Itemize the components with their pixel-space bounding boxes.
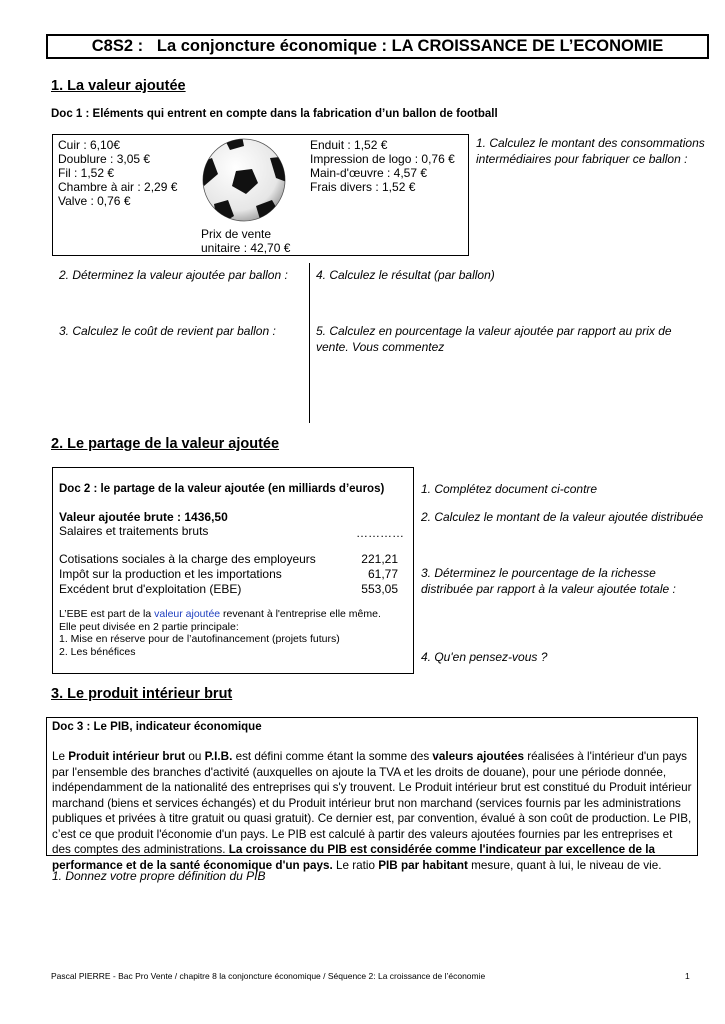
list-item: Frais divers : 1,52 € — [310, 180, 416, 194]
doc2-row — [59, 524, 404, 538]
football-image — [200, 134, 288, 226]
vab-label: Valeur ajoutée brute : 1436,50 — [59, 510, 228, 524]
page-number: 1 — [685, 971, 690, 981]
title-code: C8S2 : — [91, 37, 144, 55]
doc1-left-items — [58, 138, 177, 208]
footer-text: Pascal PIERRE - Bac Pro Vente / chapitre 8 la conjoncture économique / Séquence 2: La croissance de l’économie — [51, 971, 486, 981]
page-title: La conjoncture économique : LA CROISSANCE DE L’ECONOMIE — [156, 37, 664, 55]
doc2-title: Doc 2 : le partage de la valeur ajoutée (en milliards d’euros) — [59, 483, 385, 495]
ebe-note — [59, 608, 409, 658]
row-label: Salaires et traitements bruts — [59, 524, 209, 538]
doc3-paragraph: Le Produit intérieur brut ou P.I.B. est défini comme étant la somme des valeurs ajoutées réalisées à l'intérieur d'un pays par l'ensemble des branches d'activité (auxquelles on ajoute la TVA et les droits de douane), pour une période donnée, indépendamment de la nationalité des entreprises qui s'y trouvent. Le Produit intérieur brut est constitué du Produit intérieur marchand (biens et services échangés) et du Produit intérieur brut non marchand (services fournis par les administrations publiques et privées à titre gratuit ou quasi gratuit). Ce dernier est, par convention, évalué à son coût de production. Le PIB, c’est ce que produit l'économie d'un pays. Le PIB est calculé à partir des valeurs ajoutées fournies par les entreprises et des comptes des administrations. La croissance du PIB est considérée comme l'indicateur par excellence de la performance et de la santé économique d'un pays. Le ratio PIB par habitant mesure, quant à lui, le niveau de vie. — [52, 750, 692, 872]
ebe-text: L’EBE est part de la — [59, 608, 155, 620]
list-item: Impression de logo : 0,76 € — [310, 152, 455, 166]
doc2-row — [59, 552, 398, 566]
list-item: Enduit : 1,52 € — [310, 138, 388, 152]
s3-question-1: 1. Donnez votre propre définition du PIB — [52, 869, 266, 883]
section3-heading: 3. Le produit intérieur brut — [51, 686, 233, 702]
s1-question-5: 5. Calculez en pourcentage la valeur ajoutée par rapport au prix de vente. Vous commentez — [316, 324, 672, 354]
ebe-line: Elle peut divisée en 2 partie principale: — [59, 620, 239, 633]
s2-question-2: 2. Calculez le montant de la valeur ajoutée distribuée — [421, 510, 704, 524]
ebe-line: 1. Mise en réserve pour de l’autofinancement (projets futurs) — [59, 633, 340, 645]
price-value: unitaire : 42,70 € — [201, 241, 291, 255]
s1-question-4: 4. Calculez le résultat (par ballon) — [316, 268, 495, 282]
ebe-text: revenant à l'entreprise elle même. — [220, 608, 381, 620]
ebe-line: 2. Les bénéfices — [59, 645, 136, 658]
row-value: 221,21 — [361, 552, 398, 566]
doc1-right-items — [310, 138, 455, 194]
list-item: Fil : 1,52 € — [58, 166, 115, 180]
list-item: Chambre à air : 2,29 € — [58, 180, 178, 194]
s2-question-3: 3. Déterminez le pourcentage de la richesse distribuée par rapport à la valeur ajoutée totale : — [421, 566, 676, 596]
list-item: Valve : 0,76 € — [58, 194, 131, 208]
list-item: Main-d'œuvre : 4,57 € — [310, 166, 428, 180]
row-label: Impôt sur la production et les importations — [59, 567, 282, 581]
row-label: Excédent brut d'exploitation (EBE) — [59, 582, 242, 596]
page-title-box — [46, 34, 709, 59]
price-label: Prix de vente — [201, 227, 272, 241]
s2-question-1: 1. Complétez document ci-contre — [421, 482, 598, 496]
row-value: ………… — [356, 526, 404, 540]
doc2-row — [59, 582, 398, 596]
s1-question-3: 3. Calculez le coût de revient par ballon : — [59, 324, 276, 338]
vertical-divider — [309, 263, 310, 423]
row-value: 553,05 — [361, 582, 398, 596]
price-block — [201, 227, 290, 255]
section2-heading: 2. Le partage de la valeur ajoutée — [51, 436, 280, 452]
s1-question-2: 2. Déterminez la valeur ajoutée par ballon : — [59, 268, 288, 282]
doc3-title: Doc 3 : Le PIB, indicateur économique — [52, 721, 262, 733]
doc2-row — [59, 567, 398, 581]
row-label: Cotisations sociales à la charge des employeurs — [59, 552, 316, 566]
doc1-title: Doc 1 : Eléments qui entrent en compte dans la fabrication d’un ballon de football — [51, 108, 498, 120]
section1-heading: 1. La valeur ajoutée — [51, 78, 186, 94]
valeur-ajoutee-link[interactable]: valeur ajoutée — [154, 608, 221, 620]
list-item: Cuir : 6,10€ — [58, 138, 121, 152]
row-value: 61,77 — [367, 567, 398, 581]
s2-question-4: 4. Qu'en pensez-vous ? — [421, 650, 548, 664]
list-item: Doublure : 3,05 € — [58, 152, 151, 166]
s1-question-1: 1. Calculez le montant des consommations intermédiaires pour fabriquer ce ballon : — [476, 136, 705, 166]
